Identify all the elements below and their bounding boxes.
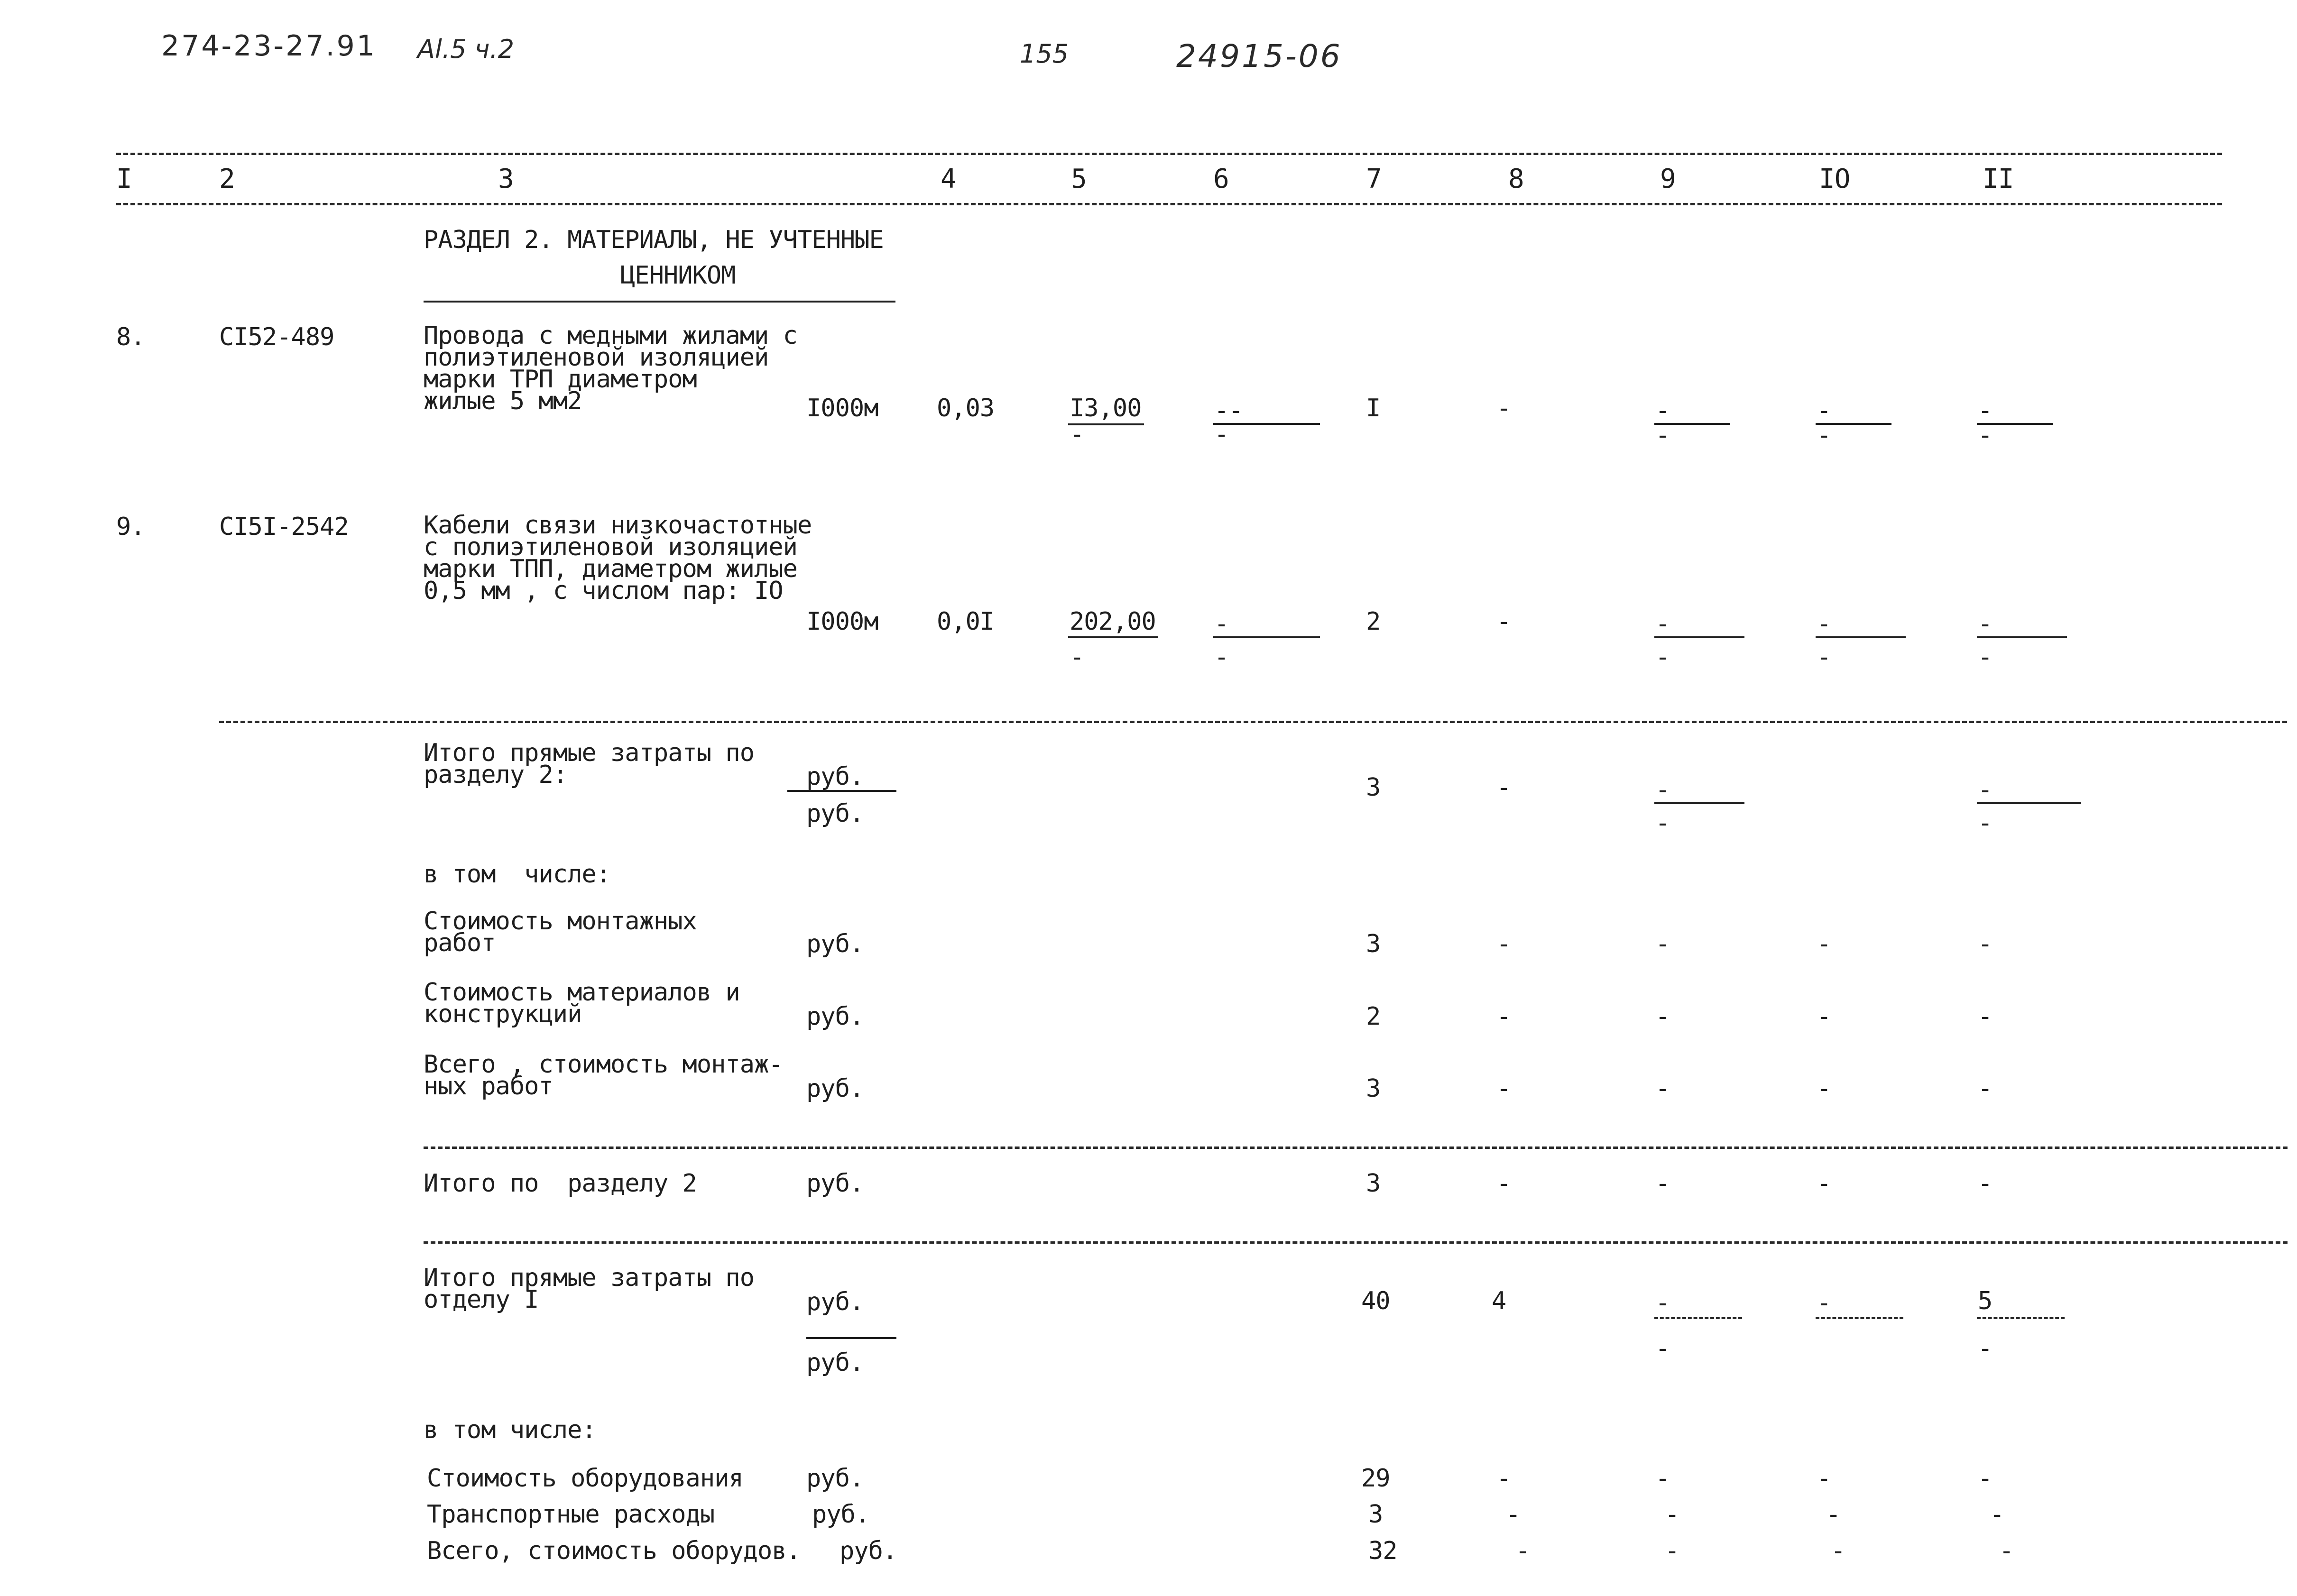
column-number-7: 7 bbox=[1366, 164, 1382, 194]
item-label: Стоимость материалов и конструкций bbox=[424, 978, 740, 1028]
dept-col9-lower: - bbox=[1655, 1334, 1670, 1363]
section-title-underline bbox=[424, 301, 895, 303]
item-col7: 3 bbox=[1366, 1074, 1381, 1103]
including-label: в том числе: bbox=[424, 1416, 596, 1444]
row-price: 202,00 bbox=[1070, 607, 1156, 636]
item-label: Стоимость монтажных работ bbox=[424, 907, 697, 957]
item-label: Транспортные расходы bbox=[427, 1500, 715, 1529]
item-col7: 29 bbox=[1361, 1464, 1390, 1493]
item-col11: - bbox=[1978, 1002, 1993, 1031]
total-unit: руб. bbox=[806, 1169, 864, 1198]
dept-col10: - bbox=[1817, 1289, 1831, 1317]
department-total-rule bbox=[424, 1241, 2288, 1244]
item-col8: - bbox=[1506, 1500, 1521, 1529]
total-col11: - bbox=[1978, 1169, 1993, 1198]
row-number: 8. bbox=[116, 323, 145, 351]
summary-col9-lower: - bbox=[1655, 809, 1670, 837]
item-col11: - bbox=[1978, 1464, 1993, 1493]
dept-label: Итого прямые затраты по отделу I bbox=[424, 1264, 755, 1314]
column-number-2: 2 bbox=[219, 164, 235, 194]
unit-fraction-bar bbox=[806, 1337, 896, 1339]
row-col9: - bbox=[1655, 396, 1670, 425]
summary-unit-lower: руб. bbox=[806, 799, 864, 828]
row-col6-lower: - bbox=[1214, 643, 1229, 671]
col10-fraction-bar bbox=[1816, 636, 1906, 638]
row-col10-lower: - bbox=[1817, 421, 1831, 449]
doc-code: 274-23-27.91 bbox=[161, 29, 377, 63]
col9-fraction-bar bbox=[1654, 1317, 1742, 1319]
item-unit: руб. bbox=[806, 1464, 864, 1493]
col11-fraction-bar bbox=[1977, 1317, 2065, 1319]
row-col7: 2 bbox=[1366, 607, 1381, 636]
item-label: Стоимость оборудования bbox=[427, 1464, 743, 1493]
item-col7: 2 bbox=[1366, 1002, 1381, 1031]
item-unit: руб. bbox=[806, 1074, 864, 1103]
item-col7: 3 bbox=[1366, 930, 1381, 958]
section2-total-rule bbox=[424, 1147, 2288, 1149]
dept-col11: 5 bbox=[1978, 1287, 1993, 1315]
section-title-line2: ЦЕННИКОМ bbox=[620, 261, 736, 290]
column-number-5: 5 bbox=[1071, 164, 1087, 194]
item-label: Всего , стоимость монтаж- ных работ bbox=[424, 1050, 783, 1101]
summary-col7: 3 bbox=[1366, 773, 1381, 802]
dept-col9: - bbox=[1655, 1289, 1670, 1317]
column-number-3: 3 bbox=[498, 164, 514, 194]
dept-col8: 4 bbox=[1492, 1287, 1506, 1315]
item-col7: 32 bbox=[1368, 1537, 1397, 1565]
item-col8: - bbox=[1515, 1537, 1530, 1565]
row-col8: - bbox=[1496, 607, 1511, 636]
item-col9: - bbox=[1655, 1002, 1670, 1031]
album-number: 24915-06 bbox=[1176, 38, 1342, 74]
total-col10: - bbox=[1817, 1169, 1831, 1198]
item-col9: - bbox=[1655, 1464, 1670, 1493]
item-col8: - bbox=[1496, 1464, 1511, 1493]
column-number-4: 4 bbox=[941, 164, 956, 194]
col11-fraction-bar bbox=[1977, 636, 2067, 638]
row-col9-lower: - bbox=[1655, 643, 1670, 671]
item-col9: - bbox=[1655, 1074, 1670, 1103]
item-col10: - bbox=[1817, 1464, 1831, 1493]
item-col7: 3 bbox=[1368, 1500, 1383, 1529]
row-col11: - bbox=[1978, 610, 1993, 638]
column-number-6: 6 bbox=[1213, 164, 1229, 194]
including-label: в том числе: bbox=[424, 860, 610, 889]
col6-fraction-bar bbox=[1213, 636, 1320, 638]
column-number-9: 9 bbox=[1660, 164, 1676, 194]
row-col11: - bbox=[1978, 396, 1993, 425]
row-description: Провода с медными жилами с полиэтиленовой изоляцией марки ТРП диаметром жилые 5 мм2 bbox=[424, 321, 797, 415]
row-quantity: 0,0I bbox=[937, 607, 995, 636]
total-label: Итого по разделу 2 bbox=[424, 1169, 697, 1198]
row-col10-lower: - bbox=[1817, 643, 1831, 671]
total-col9: - bbox=[1655, 1169, 1670, 1198]
col9-fraction-bar bbox=[1654, 636, 1744, 638]
row-col9-lower: - bbox=[1655, 421, 1670, 449]
column-number-1: I bbox=[116, 164, 132, 194]
row-code: CI52-489 bbox=[219, 323, 334, 351]
row-col6: - bbox=[1214, 610, 1229, 638]
row-col7: I bbox=[1366, 394, 1381, 422]
item-unit: руб. bbox=[806, 1002, 864, 1031]
item-col11: - bbox=[1999, 1537, 2014, 1565]
item-col9: - bbox=[1655, 930, 1670, 958]
section-title-line1: РАЗДЕЛ 2. МАТЕРИАЛЫ, НЕ УЧТЕННЫЕ bbox=[424, 226, 884, 254]
item-col10: - bbox=[1817, 930, 1831, 958]
row-col6: -- bbox=[1214, 396, 1243, 425]
col9-fraction-bar bbox=[1654, 802, 1744, 804]
row-col11-lower: - bbox=[1978, 643, 1993, 671]
item-label: Всего, стоимость оборудов. bbox=[427, 1537, 801, 1565]
total-col8: - bbox=[1496, 1169, 1511, 1198]
summary-col11: - bbox=[1978, 776, 1993, 804]
item-unit: руб. bbox=[806, 930, 864, 958]
item-col9: - bbox=[1665, 1537, 1679, 1565]
item-col11: - bbox=[1978, 1074, 1993, 1103]
col10-fraction-bar bbox=[1816, 1317, 1903, 1319]
item-col9: - bbox=[1665, 1500, 1679, 1529]
item-col10: - bbox=[1826, 1500, 1841, 1529]
column-number-8: 8 bbox=[1508, 164, 1524, 194]
item-unit: руб. bbox=[839, 1537, 897, 1565]
row-code: CI5I-2542 bbox=[219, 513, 349, 541]
unit-fraction-bar bbox=[787, 790, 896, 792]
dept-col7: 40 bbox=[1361, 1287, 1390, 1315]
item-col10: - bbox=[1817, 1002, 1831, 1031]
row-col11-lower: - bbox=[1978, 421, 1993, 449]
item-col8: - bbox=[1496, 1002, 1511, 1031]
dept-col11-lower: - bbox=[1978, 1334, 1993, 1363]
header-bottom-rule bbox=[116, 203, 2222, 205]
row-unit: I000м bbox=[806, 607, 878, 636]
section-items-end-rule bbox=[219, 721, 2287, 723]
item-col11: - bbox=[1978, 930, 1993, 958]
item-col10: - bbox=[1817, 1074, 1831, 1103]
page-number: 155 bbox=[1020, 39, 1069, 69]
summary-col8: - bbox=[1496, 773, 1511, 802]
row-col8: - bbox=[1496, 394, 1511, 422]
row-price-lower: - bbox=[1070, 420, 1084, 449]
row-description: Кабели связи низкочастотные с полиэтиленовой изоляцией марки ТПП, диаметром жилые 0,5 мм , с числом пар: IO bbox=[424, 511, 812, 605]
summary-unit: руб. bbox=[806, 762, 864, 791]
summary-col9: - bbox=[1655, 776, 1670, 804]
row-number: 9. bbox=[116, 513, 145, 541]
row-col10: - bbox=[1817, 396, 1831, 425]
row-col9: - bbox=[1655, 610, 1670, 638]
item-col11: - bbox=[1990, 1500, 2004, 1529]
row-price-lower: - bbox=[1070, 643, 1084, 671]
item-col10: - bbox=[1831, 1537, 1845, 1565]
col11-fraction-bar bbox=[1977, 802, 2081, 804]
total-col7: 3 bbox=[1366, 1169, 1381, 1198]
row-unit: I000м bbox=[806, 394, 878, 422]
item-unit: руб. bbox=[812, 1500, 870, 1529]
sheet-reference: Al.5 ч.2 bbox=[417, 34, 515, 64]
row-col10: - bbox=[1817, 610, 1831, 638]
row-price: I3,00 bbox=[1070, 394, 1142, 422]
item-col8: - bbox=[1496, 930, 1511, 958]
dept-unit-lower: руб. bbox=[806, 1348, 864, 1377]
row-quantity: 0,03 bbox=[937, 394, 995, 422]
dept-unit: руб. bbox=[806, 1288, 864, 1316]
item-col8: - bbox=[1496, 1074, 1511, 1103]
column-number-11: II bbox=[1983, 164, 2014, 194]
price-fraction-bar bbox=[1068, 636, 1158, 638]
summary-label: Итого прямые затраты по разделу 2: bbox=[424, 739, 755, 789]
header-top-rule bbox=[116, 153, 2222, 155]
summary-col11-lower: - bbox=[1978, 809, 1993, 837]
column-number-10: IO bbox=[1819, 164, 1850, 194]
col6-fraction-bar bbox=[1213, 423, 1320, 425]
row-col6-lower: - bbox=[1214, 420, 1229, 449]
